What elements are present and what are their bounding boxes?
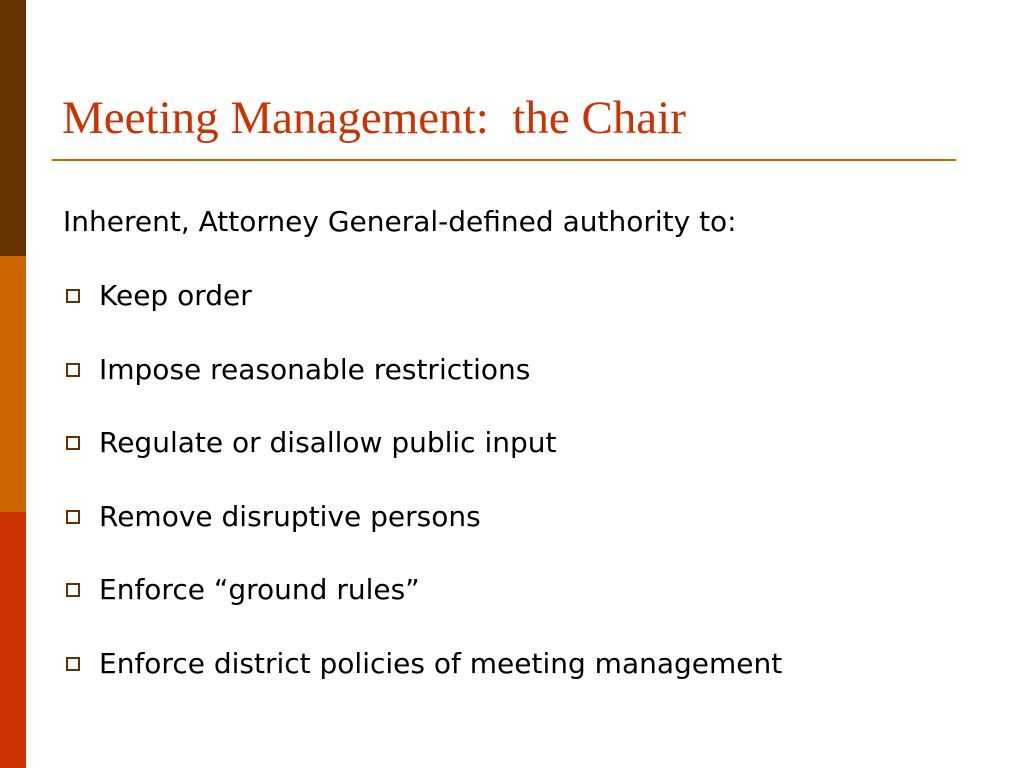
- bullet-item-enforce-district-policies: [66, 644, 782, 684]
- hollow-square-bullet-icon: [66, 289, 80, 303]
- side-bar-segment-orange: [0, 256, 26, 512]
- bullet-text: Enforce district policies of meeting management: [99, 646, 783, 680]
- hollow-square-bullet-icon: [66, 363, 80, 377]
- title-underline-rule: [52, 159, 956, 161]
- hollow-square-bullet-icon: [66, 510, 80, 524]
- bullet-text: Keep order: [99, 279, 252, 312]
- bullet-item-regulate-public-input: [66, 423, 782, 463]
- hollow-square-bullet-icon: [66, 583, 80, 597]
- bullet-text: Enforce “ground rules”: [99, 573, 420, 607]
- hollow-square-bullet-icon: [66, 436, 80, 450]
- bullet-text: Impose reasonable restrictions: [99, 352, 531, 386]
- bullet-item-keep-order: [66, 276, 782, 316]
- bullet-item-impose-restrictions: [66, 350, 782, 390]
- bullet-text: Remove disruptive persons: [99, 499, 481, 533]
- bullet-text: Regulate or disallow public input: [99, 426, 557, 460]
- bullet-item-enforce-ground-rules: [66, 570, 782, 610]
- decorative-side-bar: [0, 0, 26, 768]
- intro-text: Inherent, Attorney General-defined authority to:: [63, 205, 737, 238]
- bullet-item-remove-disruptive-persons: [66, 497, 782, 537]
- side-bar-segment-brown: [0, 0, 26, 256]
- bullet-list: [66, 276, 782, 718]
- side-bar-segment-red: [0, 512, 26, 768]
- slide-title: Meeting Management: the Chair: [62, 92, 686, 144]
- hollow-square-bullet-icon: [66, 657, 80, 671]
